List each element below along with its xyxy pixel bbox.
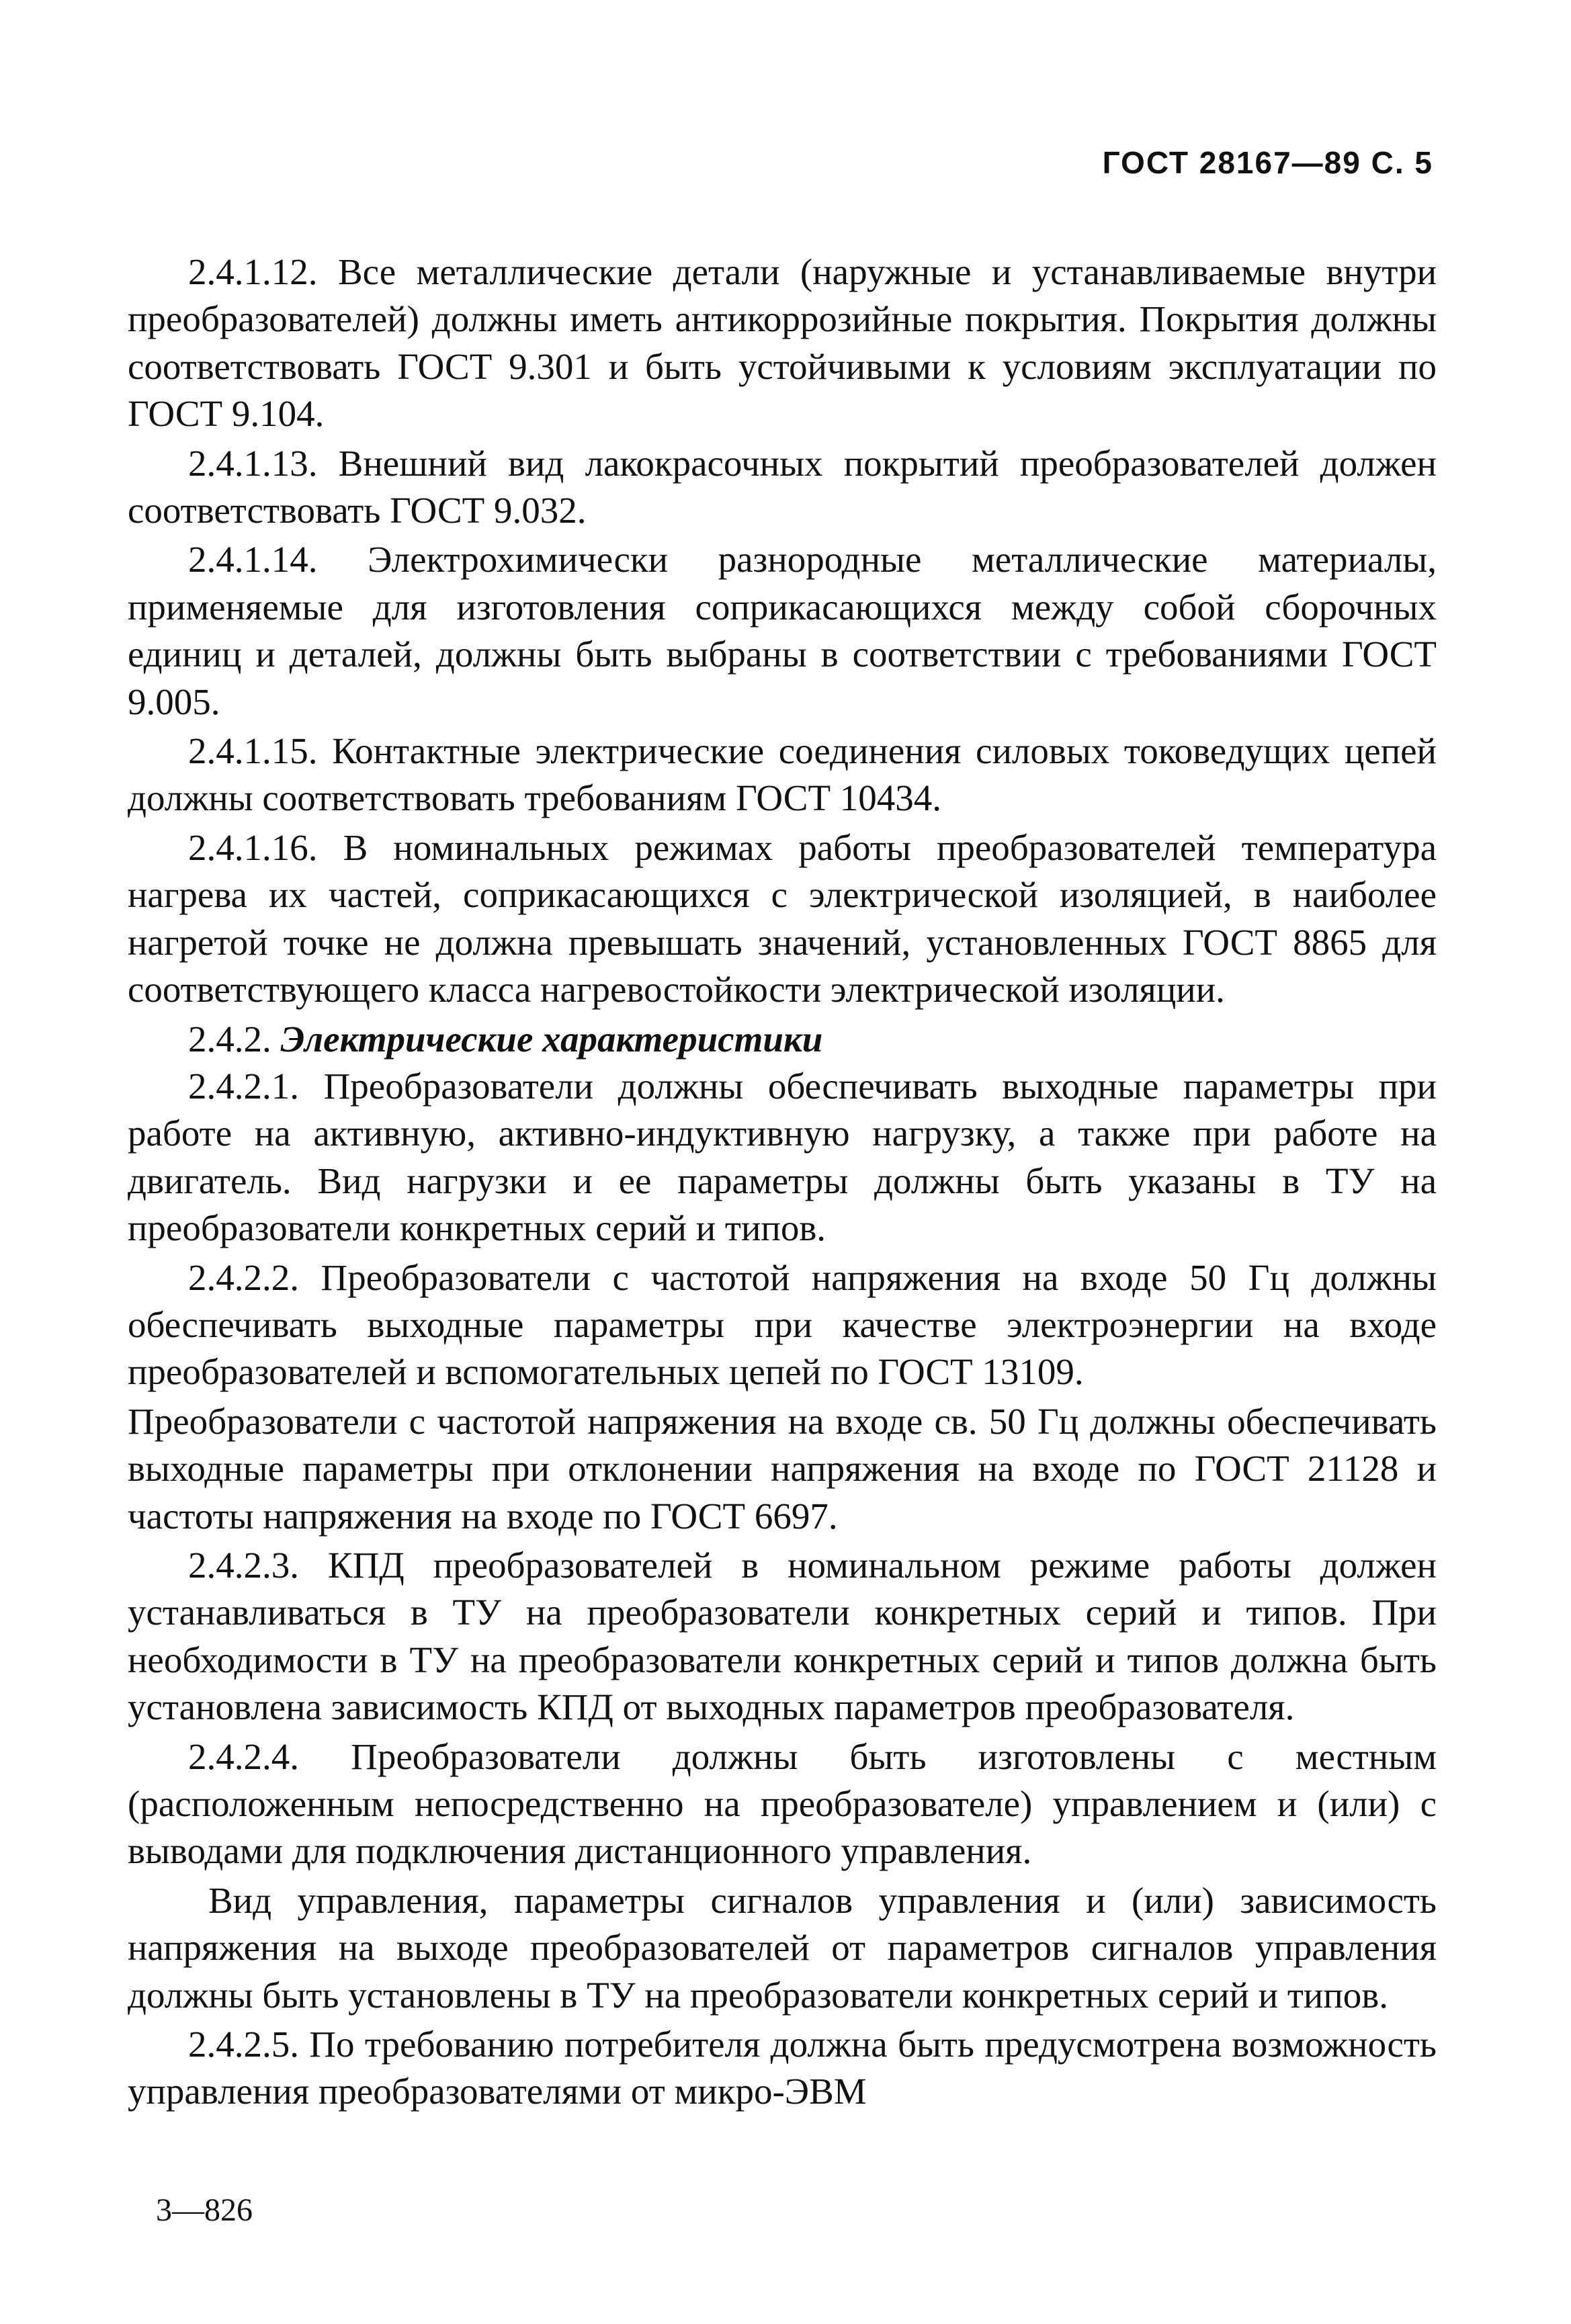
paragraph-2-4-1-14: 2.4.1.14. Электрохимически разнородные металлические материалы, применяемые для изготовления соприкасающихся между собой сборочных единиц и деталей, должны быть выбраны в соответствии с требованиями ГОСТ 9.005. <box>128 539 1437 722</box>
paragraph-2-4-2-2-continuation: Преобразователи с частотой напряжения на входе св. 50 Гц должны обеспечивать выходные параметры при отклонении напряжения на входе по ГОСТ 21128 и частоты напряжения на входе по ГОСТ 6697. <box>128 1400 1437 1537</box>
paragraph-2-4-2-5: 2.4.2.5. По требованию потребителя должна быть предусмотрена возможность управления преобразователями от микро-ЭВМ <box>128 2024 1437 2112</box>
paragraph-2-4-2-4: 2.4.2.4. Преобразователи должны быть изготовлены с местным (расположенным непосредственно на преобразователе) управлением и (или) с выводами для подключения дистанционного управления. <box>128 1735 1437 1872</box>
running-title: ГОСТ 28167—89 С. 5 <box>1102 145 1433 180</box>
paragraph-2-4-1-13: 2.4.1.13. Внешний вид лакокрасочных покрытий преобразователей должен соответствовать ГОСТ 9.032. <box>128 442 1437 531</box>
paragraph-2-4-2-4-continuation: Вид управления, параметры сигналов управления и (или) зависимость напряжения на выходе преобразователей от параметров сигналов управления должны быть установлены в ТУ на преобразователи конкретных серий и типов. <box>128 1879 1437 2016</box>
paragraph-2-4-2-2: 2.4.2.2. Преобразователи с частотой напряжения на входе 50 Гц должны обеспечивать выходные параметры при качестве электроэнергии на входе преобразователей и вспомогательных цепей по ГОСТ 13109. <box>128 1256 1437 1393</box>
paragraph-2-4-1-15: 2.4.1.15. Контактные электрические соединения силовых токоведущих цепей должны соответствовать требованиям ГОСТ 10434. <box>128 730 1437 819</box>
section-number: 2.4.2. <box>188 1018 271 1060</box>
paragraph-2-4-1-12: 2.4.1.12. Все металлические детали (наружные и устанавливаемые внутри преобразователей) должны иметь антикоррозийные покрытия. Покрытия должны соответствовать ГОСТ 9.301 и быть устойчивыми к условиям эксплуатации по ГОСТ 9.104. <box>128 251 1437 435</box>
page-signature-code: 3—826 <box>156 2192 253 2228</box>
section-heading <box>128 1016 1437 1063</box>
paragraph-2-4-1-16: 2.4.1.16. В номинальных режимах работы преобразователей температура нагрева их частей, соприкасающихся с электрической изоляцией, в наиболее нагретой точке не должна превышать значений, установленных ГОСТ 8865 для соответствующего класса нагревостойкости электрической изоляции. <box>128 826 1437 1010</box>
paragraph-2-4-2-1: 2.4.2.1. Преобразователи должны обеспечивать выходные параметры при работе на активную, активно-индуктивную нагрузку, а также при работе на двигатель. Вид нагрузки и ее параметры должны быть указаны в ТУ на преобразователи конкретных серий и типов. <box>128 1065 1437 1249</box>
document-body <box>128 249 1437 2118</box>
section-title: Электрические характеристики <box>280 1018 823 1060</box>
paragraph-2-4-2-3: 2.4.2.3. КПД преобразователей в номинальном режиме работы должен устанавливаться в ТУ на преобразователи конкретных серий и типов. При необходимости в ТУ на преобразователи конкретных серий и типов должна быть установлена зависимость КПД от выходных параметров преобразователя. <box>128 1544 1437 1728</box>
